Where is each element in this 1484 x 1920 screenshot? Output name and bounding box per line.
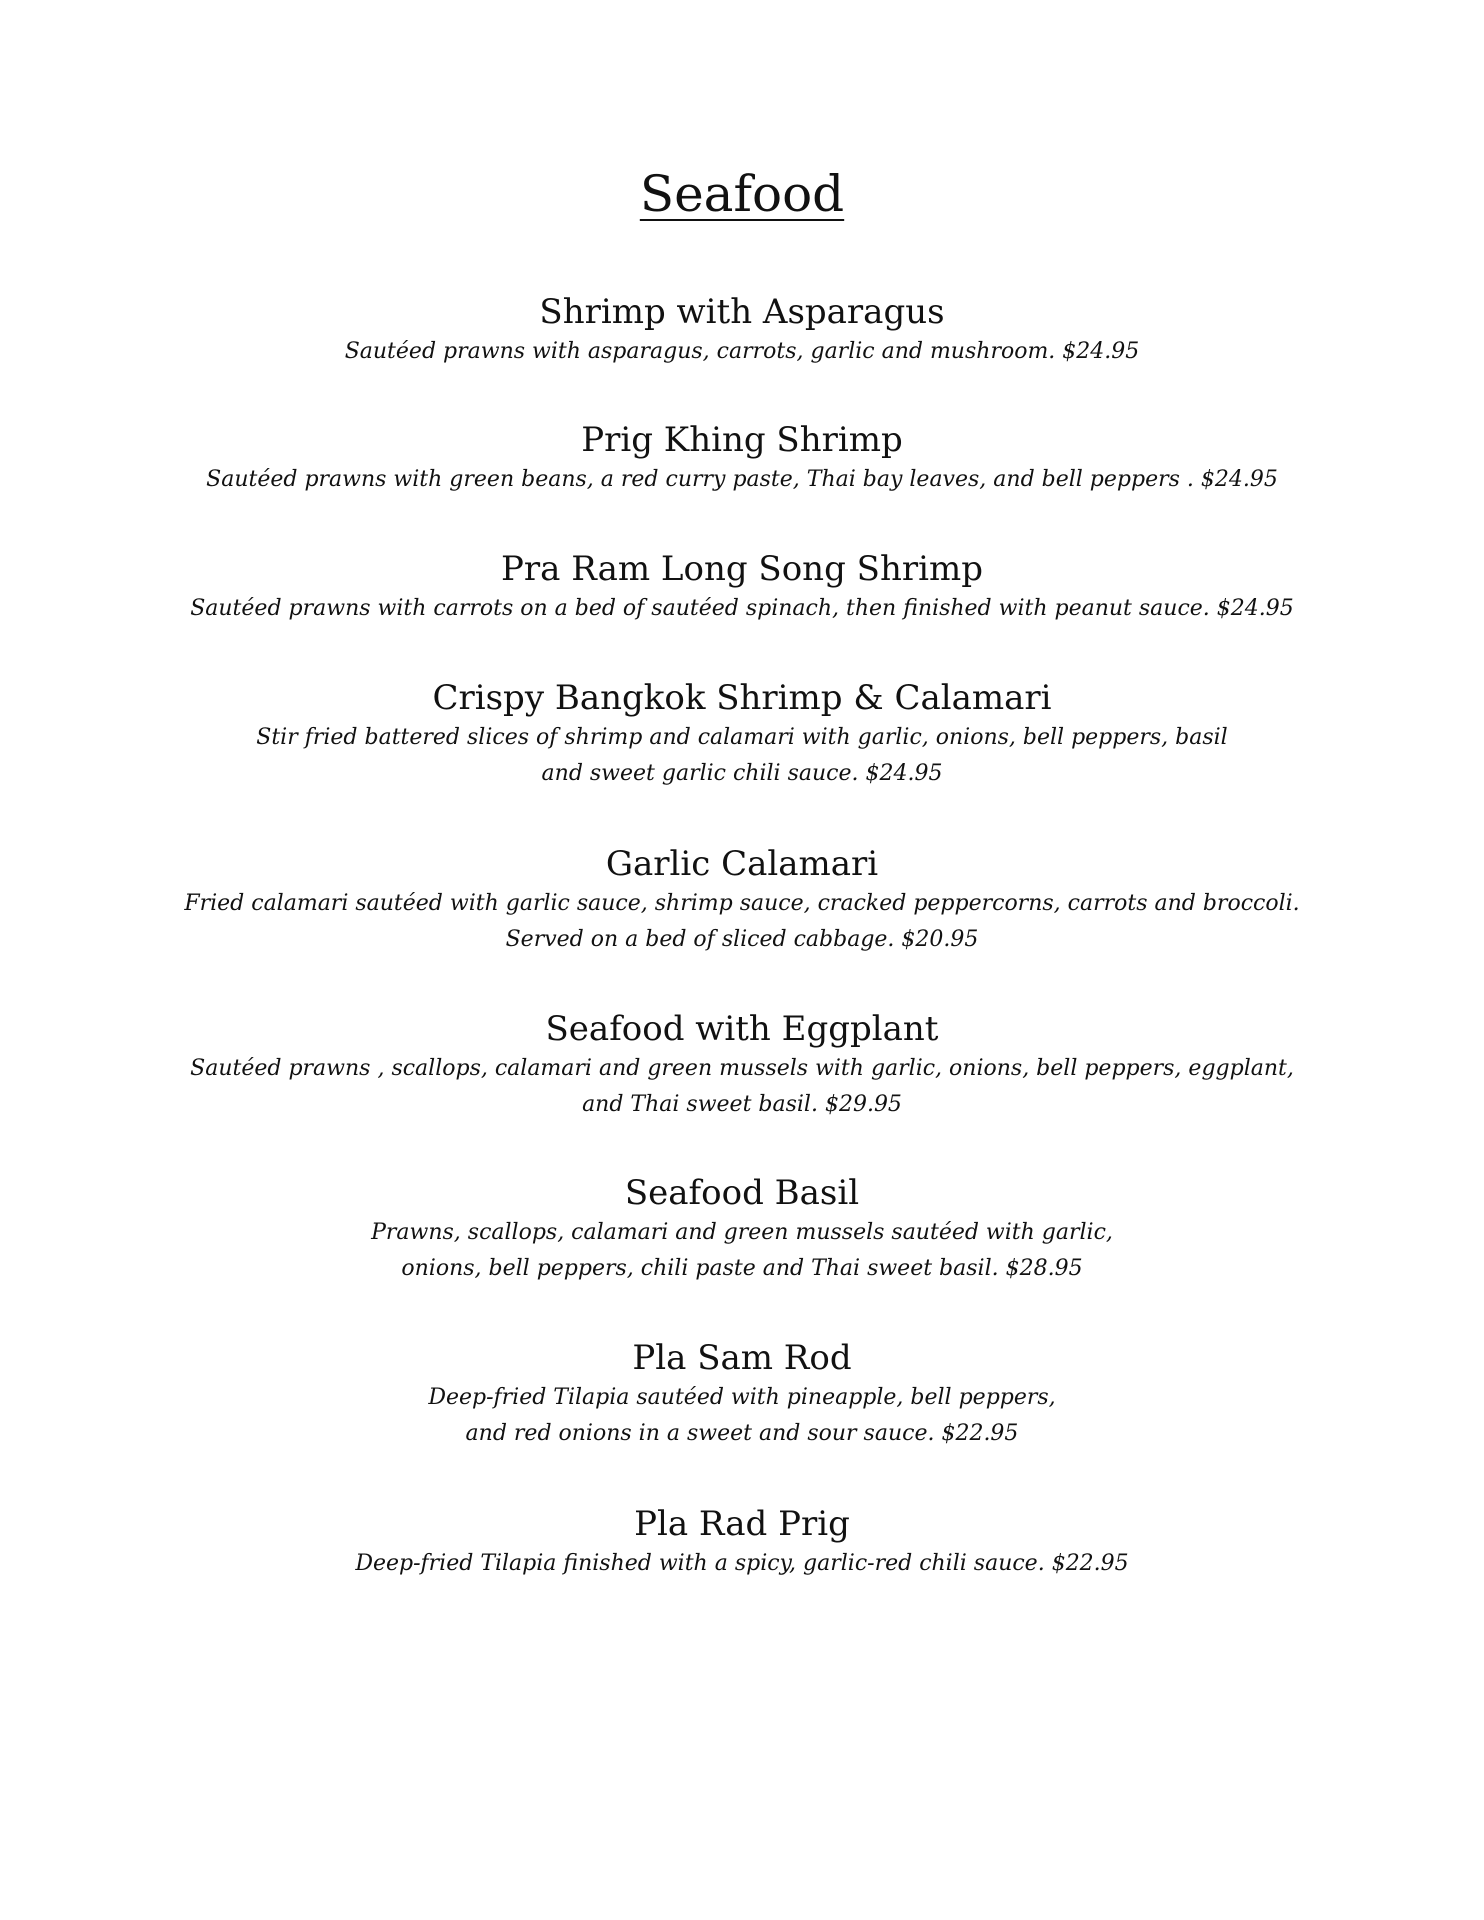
menu-item-pla-rad-prig — [0, 1502, 1484, 1582]
description-line: Deep-fried Tilapia sautéed with pineapple, bell peppers, — [428, 1385, 1056, 1410]
menu-item-description — [0, 1380, 1484, 1452]
menu-item-description — [0, 1546, 1484, 1582]
menu-item-prig-khing-shrimp — [0, 418, 1484, 498]
description-line: Fried calamari sautéed with garlic sauce, shrimp sauce, cracked peppercorns, carrots and broccoli. — [184, 891, 1300, 916]
menu-item-description — [0, 591, 1484, 627]
menu-item-description — [0, 720, 1484, 792]
menu-item-description — [0, 1051, 1484, 1123]
menu-item-name: Pla Rad Prig — [634, 1504, 850, 1544]
description-line: Served on a bed of sliced cabbage. $20.95 — [505, 927, 979, 952]
description-line: Sautéed prawns with green beans, a red curry paste, Thai bay leaves, and bell peppers . $24.95 — [206, 467, 1278, 492]
menu-item-garlic-calamari — [0, 842, 1484, 958]
description-line: Sautéed prawns with carrots on a bed of sautéed spinach, then finished with peanut sauce. $24.95 — [190, 596, 1294, 621]
page-title: Seafood — [639, 165, 845, 223]
menu-item-name: Garlic Calamari — [605, 844, 879, 884]
description-line: and Thai sweet basil. $29.95 — [582, 1092, 902, 1117]
menu-item-pra-ram-long-song-shrimp — [0, 547, 1484, 627]
menu-item-name: Seafood with Eggplant — [545, 1009, 939, 1049]
description-line: Sautéed prawns , scallops, calamari and green mussels with garlic, onions, bell peppers, eggplant, — [190, 1056, 1294, 1081]
description-line: Deep-fried Tilapia finished with a spicy, garlic-red chili sauce. $22.95 — [355, 1551, 1129, 1576]
menu-item-shrimp-with-asparagus — [0, 290, 1484, 370]
description-line: Stir fried battered slices of shrimp and calamari with garlic, onions, bell peppers, basil — [256, 725, 1228, 750]
menu-item-seafood-basil — [0, 1171, 1484, 1287]
description-line: and red onions in a sweet and sour sauce. $22.95 — [465, 1421, 1019, 1446]
menu-item-description — [0, 1215, 1484, 1287]
menu-item-description — [0, 886, 1484, 958]
menu-item-name: Seafood Basil — [624, 1173, 860, 1213]
menu-item-seafood-with-eggplant — [0, 1007, 1484, 1123]
description-line: and sweet garlic chili sauce. $24.95 — [541, 761, 943, 786]
description-line: Sautéed prawns with asparagus, carrots, garlic and mushroom. $24.95 — [344, 339, 1140, 364]
menu-item-description — [0, 462, 1484, 498]
menu-item-pla-sam-rod — [0, 1336, 1484, 1452]
menu-item-name: Pla Sam Rod — [632, 1338, 852, 1378]
menu-item-name: Shrimp with Asparagus — [539, 292, 945, 332]
menu-item-name: Pra Ram Long Song Shrimp — [501, 549, 983, 589]
description-line: Prawns, scallops, calamari and green mussels sautéed with garlic, — [371, 1220, 1113, 1245]
menu-item-description — [0, 334, 1484, 370]
menu-item-name: Prig Khing Shrimp — [581, 420, 903, 460]
menu-item-crispy-bangkok-shrimp-calamari — [0, 676, 1484, 792]
menu-item-name: Crispy Bangkok Shrimp & Calamari — [432, 678, 1052, 718]
description-line: onions, bell peppers, chili paste and Thai sweet basil. $28.95 — [401, 1256, 1083, 1281]
